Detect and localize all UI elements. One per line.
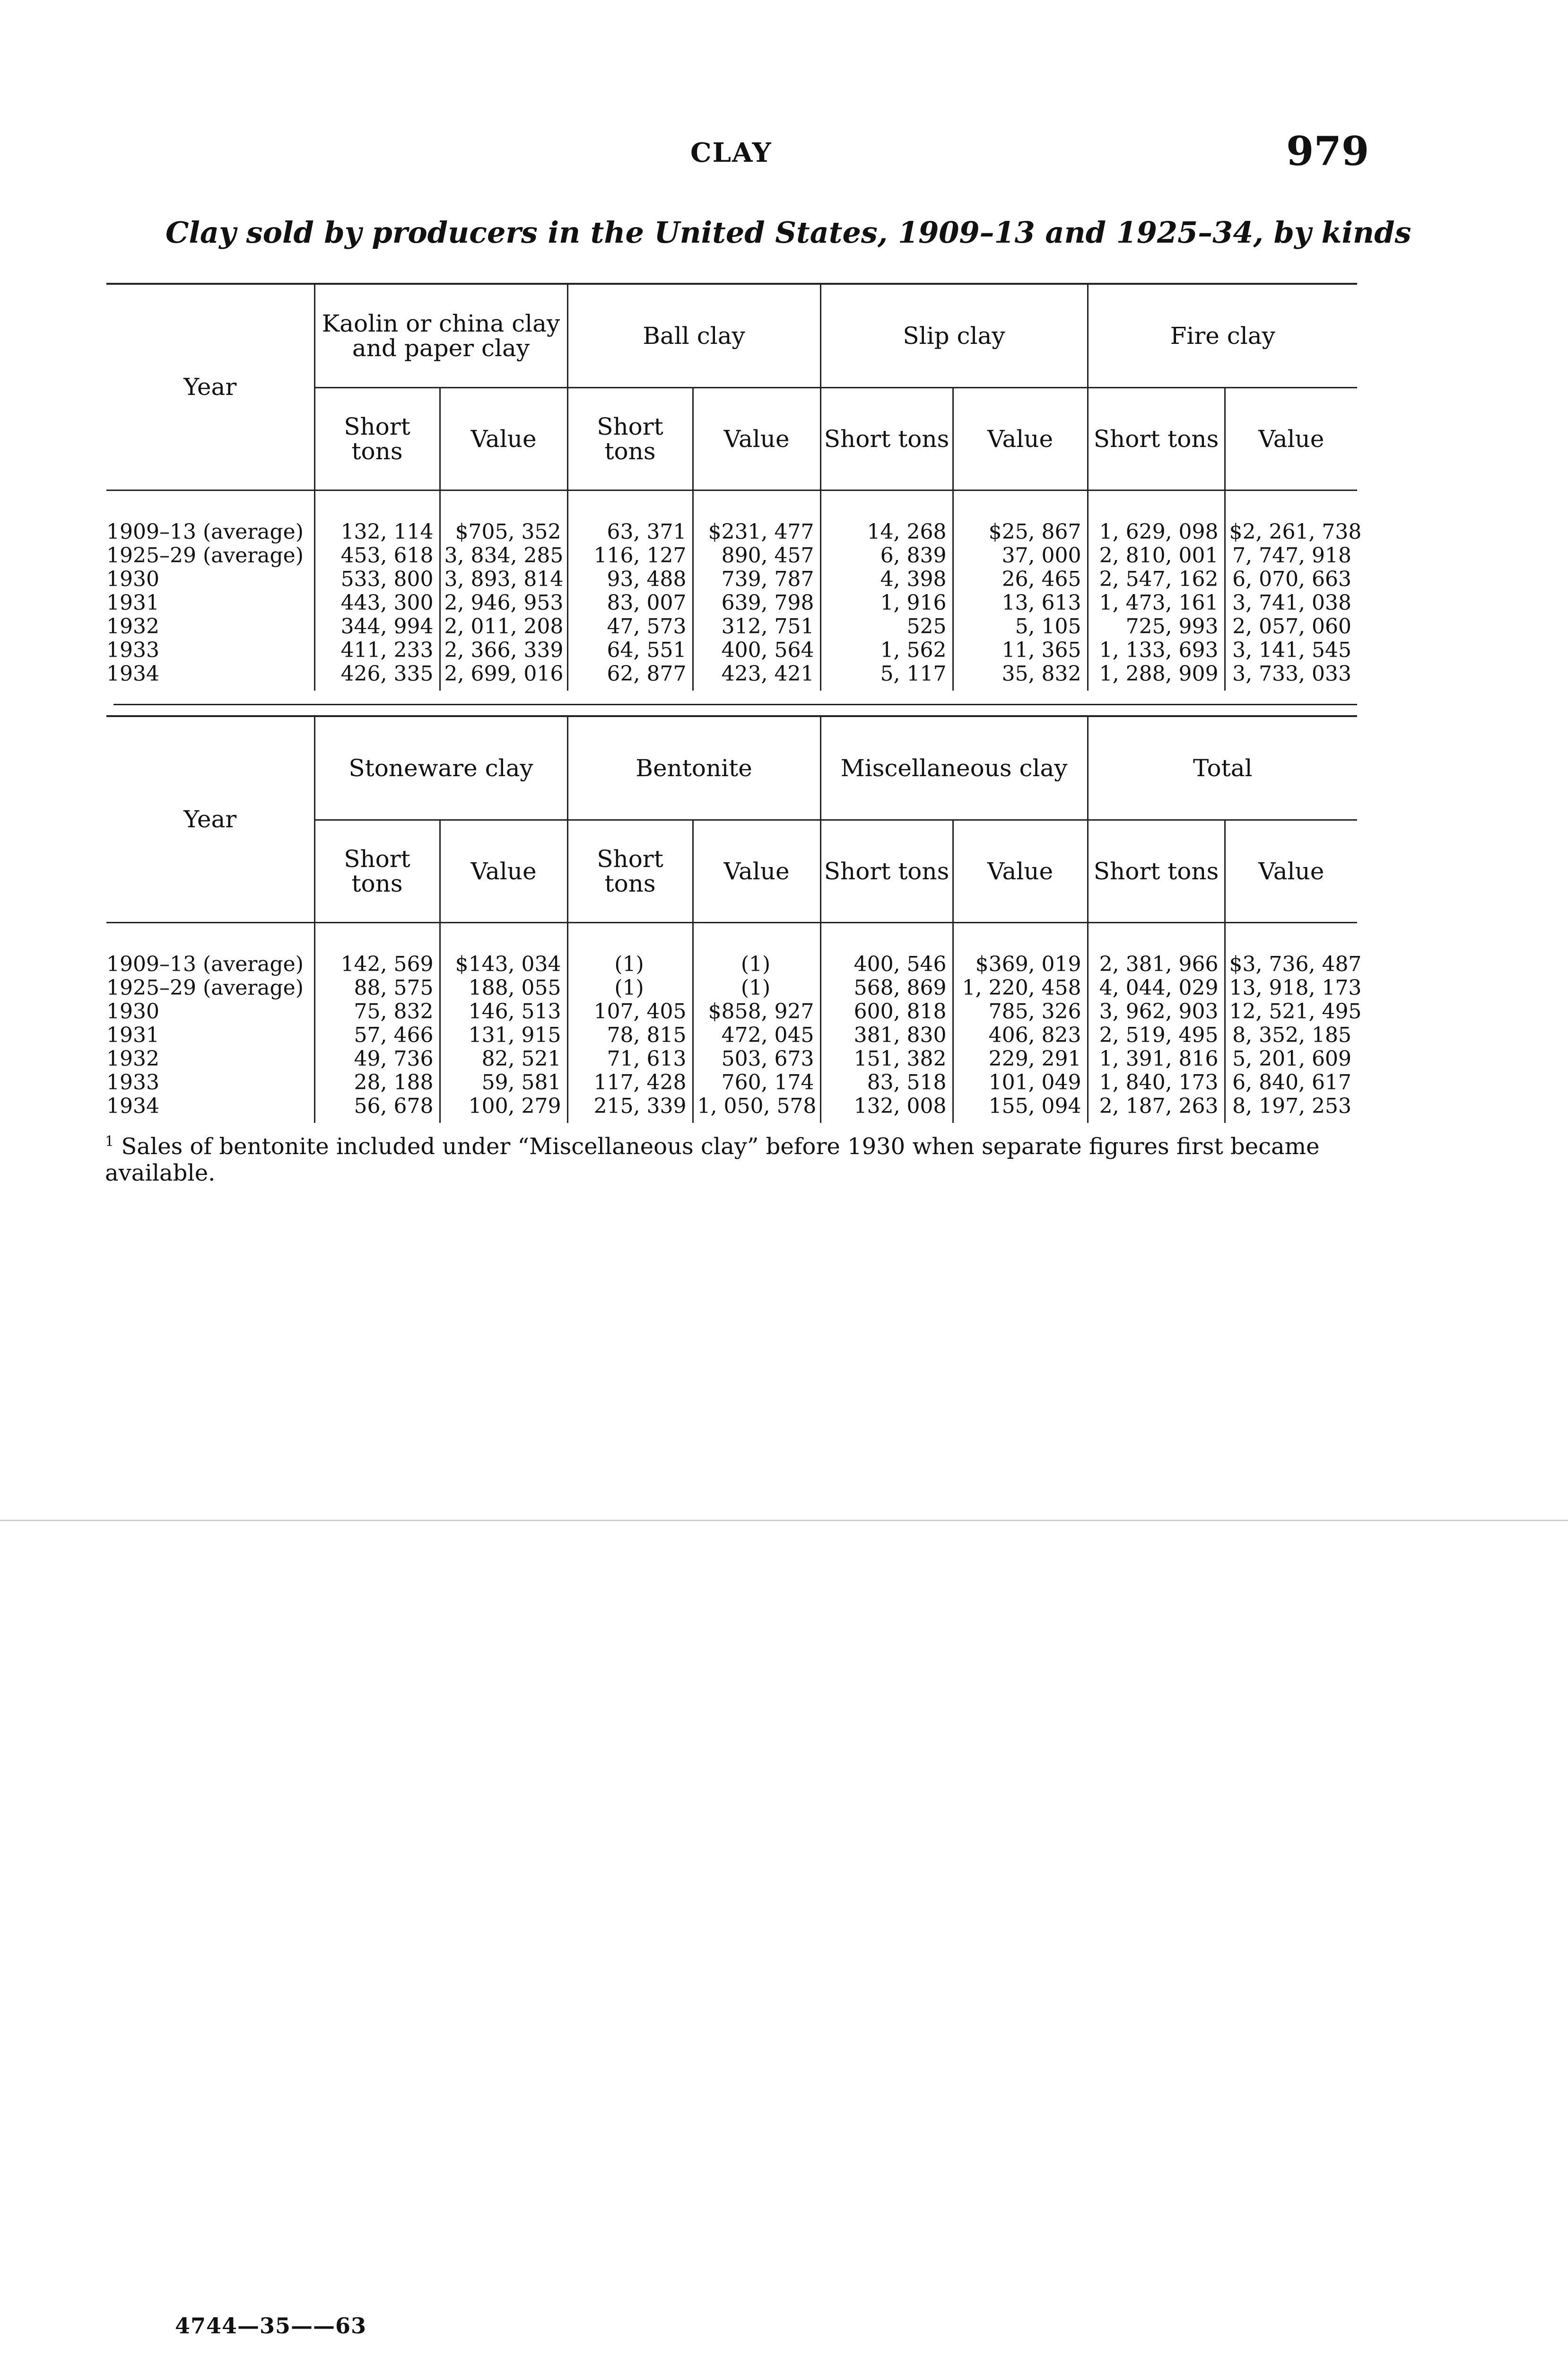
short-tons-cell: 56, 678 xyxy=(314,1095,440,1123)
year-cell: 1933 xyxy=(106,639,314,662)
short-tons-cell: 3, 962, 903 xyxy=(1088,1000,1225,1024)
table-row xyxy=(106,568,1357,591)
value-cell: 5, 105 xyxy=(953,615,1088,639)
value-cell: 3, 834, 285 xyxy=(440,544,567,568)
short-tons-header: Short tons xyxy=(314,820,440,923)
printer-mark: 4744—35——63 xyxy=(175,2313,367,2339)
table-row xyxy=(106,491,1357,544)
value-cell: $143, 034 xyxy=(440,923,567,977)
short-tons-cell: 453, 618 xyxy=(314,544,440,568)
footnote xyxy=(105,1129,1358,1186)
value-cell: 82, 521 xyxy=(440,1047,567,1071)
year-cell: 1930 xyxy=(106,1000,314,1024)
table-row xyxy=(106,662,1357,691)
value-cell: 8, 197, 253 xyxy=(1232,1094,1352,1118)
value-cell: 131, 915 xyxy=(440,1024,567,1047)
short-tons-cell: 1, 629, 098 xyxy=(1088,491,1225,544)
short-tons-cell: 49, 736 xyxy=(314,1047,440,1071)
short-tons-cell: 93, 488 xyxy=(567,568,693,591)
year-cell: 1931 xyxy=(106,1024,314,1047)
short-tons-cell: 14, 268 xyxy=(820,491,953,544)
footnote-marker: 1 xyxy=(105,1133,114,1150)
short-tons-cell: 426, 335 xyxy=(314,662,440,691)
short-tons-header: Short tons xyxy=(314,388,440,491)
short-tons-cell: 1, 840, 173 xyxy=(1088,1071,1225,1095)
short-tons-cell: 2, 547, 162 xyxy=(1088,568,1225,591)
table-row xyxy=(106,976,1357,1000)
year-cell: 1934 xyxy=(106,662,314,691)
value-header: Value xyxy=(1225,388,1357,491)
value-cell: 13, 613 xyxy=(953,591,1088,615)
value-cell: 6, 840, 617 xyxy=(1232,1070,1352,1095)
short-tons-cell: 2, 810, 001 xyxy=(1088,544,1225,568)
short-tons-cell: 47, 573 xyxy=(567,615,693,639)
short-tons-cell: 132, 114 xyxy=(314,491,440,544)
value-cell: $231, 477 xyxy=(693,491,820,544)
value-cell: 890, 457 xyxy=(693,544,820,568)
group-header: Bentonite xyxy=(567,716,820,820)
value-cell: 8, 352, 185 xyxy=(1232,1023,1352,1047)
value-cell: 1, 050, 578 xyxy=(693,1095,820,1123)
value-cell: 229, 291 xyxy=(953,1047,1088,1071)
short-tons-cell: 1, 473, 161 xyxy=(1088,591,1225,615)
short-tons-cell: 215, 339 xyxy=(567,1095,693,1123)
short-tons-cell: 88, 575 xyxy=(314,976,440,1000)
short-tons-cell: (1) xyxy=(567,976,693,1000)
year-cell: 1934 xyxy=(106,1095,314,1123)
value-header: Value xyxy=(693,820,820,923)
value-cell: 785, 326 xyxy=(953,1000,1088,1024)
short-tons-cell: 1, 288, 909 xyxy=(1088,662,1225,691)
table-row xyxy=(106,591,1357,615)
group-header: Total xyxy=(1088,716,1357,820)
year-header: Year xyxy=(106,284,314,491)
value-cell: 3, 733, 033 xyxy=(1232,662,1352,686)
value-cell: 3, 893, 814 xyxy=(440,568,567,591)
value-cell: 5, 201, 609 xyxy=(1232,1047,1352,1071)
group-header: Fire clay xyxy=(1088,284,1357,388)
value-cell: $858, 927 xyxy=(693,1000,820,1024)
short-tons-cell: 400, 546 xyxy=(820,923,953,977)
short-tons-cell: 75, 832 xyxy=(314,1000,440,1024)
short-tons-cell: 4, 044, 029 xyxy=(1088,976,1225,1000)
table-row xyxy=(106,639,1357,662)
table-row xyxy=(106,544,1357,568)
short-tons-cell: 6, 839 xyxy=(820,544,953,568)
short-tons-cell: 63, 371 xyxy=(567,491,693,544)
short-tons-header: Short tons xyxy=(820,820,953,923)
year-cell: 1932 xyxy=(106,1047,314,1071)
table-row xyxy=(106,1071,1357,1095)
value-cell: (1) xyxy=(693,976,820,1000)
short-tons-cell: 1, 133, 693 xyxy=(1088,639,1225,662)
value-header: Value xyxy=(953,388,1088,491)
year-cell: 1931 xyxy=(106,591,314,615)
short-tons-cell: 1, 562 xyxy=(820,639,953,662)
value-cell: $25, 867 xyxy=(953,491,1088,544)
table-row xyxy=(106,923,1357,977)
short-tons-cell: 2, 519, 495 xyxy=(1088,1024,1225,1047)
short-tons-cell: 116, 127 xyxy=(567,544,693,568)
divider xyxy=(0,1520,1568,1521)
short-tons-cell: 344, 994 xyxy=(314,615,440,639)
clay-table-kaolin-ball-slip-fire xyxy=(106,283,1362,691)
short-tons-cell: 5, 117 xyxy=(820,662,953,691)
value-cell: 472, 045 xyxy=(693,1024,820,1047)
short-tons-cell: 2, 187, 263 xyxy=(1088,1095,1225,1123)
value-cell: 2, 057, 060 xyxy=(1232,614,1352,639)
value-cell: 3, 141, 545 xyxy=(1232,638,1352,662)
short-tons-cell: 725, 993 xyxy=(1088,615,1225,639)
value-cell: 639, 798 xyxy=(693,591,820,615)
group-header: Ball clay xyxy=(567,284,820,388)
short-tons-cell: 411, 233 xyxy=(314,639,440,662)
short-tons-cell: 4, 398 xyxy=(820,568,953,591)
value-cell: $3, 736, 487 xyxy=(1229,952,1362,976)
value-cell: 12, 521, 495 xyxy=(1229,999,1362,1024)
short-tons-cell: 533, 800 xyxy=(314,568,440,591)
table-row xyxy=(106,1095,1357,1123)
short-tons-cell: 381, 830 xyxy=(820,1024,953,1047)
double-rule xyxy=(113,704,1357,705)
short-tons-cell: 443, 300 xyxy=(314,591,440,615)
year-cell: 1925–29 (average) xyxy=(106,976,314,1000)
short-tons-cell: 568, 869 xyxy=(820,976,953,1000)
value-header: Value xyxy=(440,388,567,491)
value-cell: 2, 699, 016 xyxy=(440,662,567,691)
year-cell: 1925–29 (average) xyxy=(106,544,314,568)
table-row xyxy=(106,1000,1357,1024)
value-cell: 13, 918, 173 xyxy=(1229,976,1362,1000)
value-cell: 1, 220, 458 xyxy=(953,976,1088,1000)
short-tons-cell: 151, 382 xyxy=(820,1047,953,1071)
short-tons-cell: 525 xyxy=(820,615,953,639)
short-tons-cell: 2, 381, 966 xyxy=(1088,923,1225,977)
footnote-text: Sales of bentonite included under “Miscellaneous clay” before 1930 when separate figures first became available. xyxy=(105,1133,1320,1186)
short-tons-header: Short tons xyxy=(1088,388,1225,491)
value-cell: 7, 747, 918 xyxy=(1232,543,1352,568)
short-tons-cell: 1, 391, 816 xyxy=(1088,1047,1225,1071)
table-row xyxy=(106,1047,1357,1071)
table-caption: Clay sold by producers in the United States, 1909–13 and 1925–34, by kinds xyxy=(166,215,1411,250)
short-tons-cell: 600, 818 xyxy=(820,1000,953,1024)
short-tons-cell: 142, 569 xyxy=(314,923,440,977)
value-cell: 37, 000 xyxy=(953,544,1088,568)
short-tons-cell: 62, 877 xyxy=(567,662,693,691)
short-tons-cell: 83, 518 xyxy=(820,1071,953,1095)
table-row xyxy=(106,1024,1357,1047)
value-cell: 26, 465 xyxy=(953,568,1088,591)
value-cell: 2, 946, 953 xyxy=(440,591,567,615)
group-header: Kaolin or china clay and paper clay xyxy=(314,284,567,388)
short-tons-header: Short tons xyxy=(567,388,693,491)
value-cell: 2, 011, 208 xyxy=(440,615,567,639)
short-tons-cell: 78, 815 xyxy=(567,1024,693,1047)
short-tons-cell: 83, 007 xyxy=(567,591,693,615)
value-cell: 739, 787 xyxy=(693,568,820,591)
value-cell: 6, 070, 663 xyxy=(1232,567,1352,591)
short-tons-cell: 117, 428 xyxy=(567,1071,693,1095)
value-cell: 101, 049 xyxy=(953,1071,1088,1095)
short-tons-cell: 132, 008 xyxy=(820,1095,953,1123)
group-header: Stoneware clay xyxy=(314,716,567,820)
short-tons-cell: 107, 405 xyxy=(567,1000,693,1024)
value-cell: 146, 513 xyxy=(440,1000,567,1024)
year-header: Year xyxy=(106,716,314,923)
value-cell: 406, 823 xyxy=(953,1024,1088,1047)
value-cell: 312, 751 xyxy=(693,615,820,639)
page-number: 979 xyxy=(1286,128,1369,175)
value-header: Value xyxy=(953,820,1088,923)
value-cell: 100, 279 xyxy=(440,1095,567,1123)
value-cell: $705, 352 xyxy=(440,491,567,544)
short-tons-cell: 1, 916 xyxy=(820,591,953,615)
value-cell: 423, 421 xyxy=(693,662,820,691)
value-cell: 2, 366, 339 xyxy=(440,639,567,662)
value-cell: $2, 261, 738 xyxy=(1229,520,1362,544)
value-cell: 11, 365 xyxy=(953,639,1088,662)
value-header: Value xyxy=(440,820,567,923)
value-cell: $369, 019 xyxy=(953,923,1088,977)
running-head: CLAY xyxy=(690,137,772,168)
value-cell: 188, 055 xyxy=(440,976,567,1000)
year-cell: 1930 xyxy=(106,568,314,591)
group-header: Miscellaneous clay xyxy=(820,716,1088,820)
short-tons-cell: 71, 613 xyxy=(567,1047,693,1071)
value-header: Value xyxy=(693,388,820,491)
value-cell: 59, 581 xyxy=(440,1071,567,1095)
year-cell: 1932 xyxy=(106,615,314,639)
year-cell: 1933 xyxy=(106,1071,314,1095)
clay-table-stoneware-bentonite-misc-total xyxy=(106,715,1362,1123)
value-cell: 400, 564 xyxy=(693,639,820,662)
group-header: Slip clay xyxy=(820,284,1088,388)
short-tons-cell: 28, 188 xyxy=(314,1071,440,1095)
value-cell: 503, 673 xyxy=(693,1047,820,1071)
value-cell: 35, 832 xyxy=(953,662,1088,691)
value-cell: 3, 741, 038 xyxy=(1232,591,1352,615)
value-cell: 760, 174 xyxy=(693,1071,820,1095)
short-tons-header: Short tons xyxy=(820,388,953,491)
value-cell: (1) xyxy=(693,923,820,977)
year-cell: 1909–13 (average) xyxy=(106,491,314,544)
year-cell: 1909–13 (average) xyxy=(106,923,314,977)
short-tons-header: Short tons xyxy=(1088,820,1225,923)
short-tons-header: Short tons xyxy=(567,820,693,923)
short-tons-cell: 64, 551 xyxy=(567,639,693,662)
table-row xyxy=(106,615,1357,639)
value-header: Value xyxy=(1225,820,1357,923)
value-cell: 155, 094 xyxy=(953,1095,1088,1123)
short-tons-cell: 57, 466 xyxy=(314,1024,440,1047)
short-tons-cell: (1) xyxy=(567,923,693,977)
